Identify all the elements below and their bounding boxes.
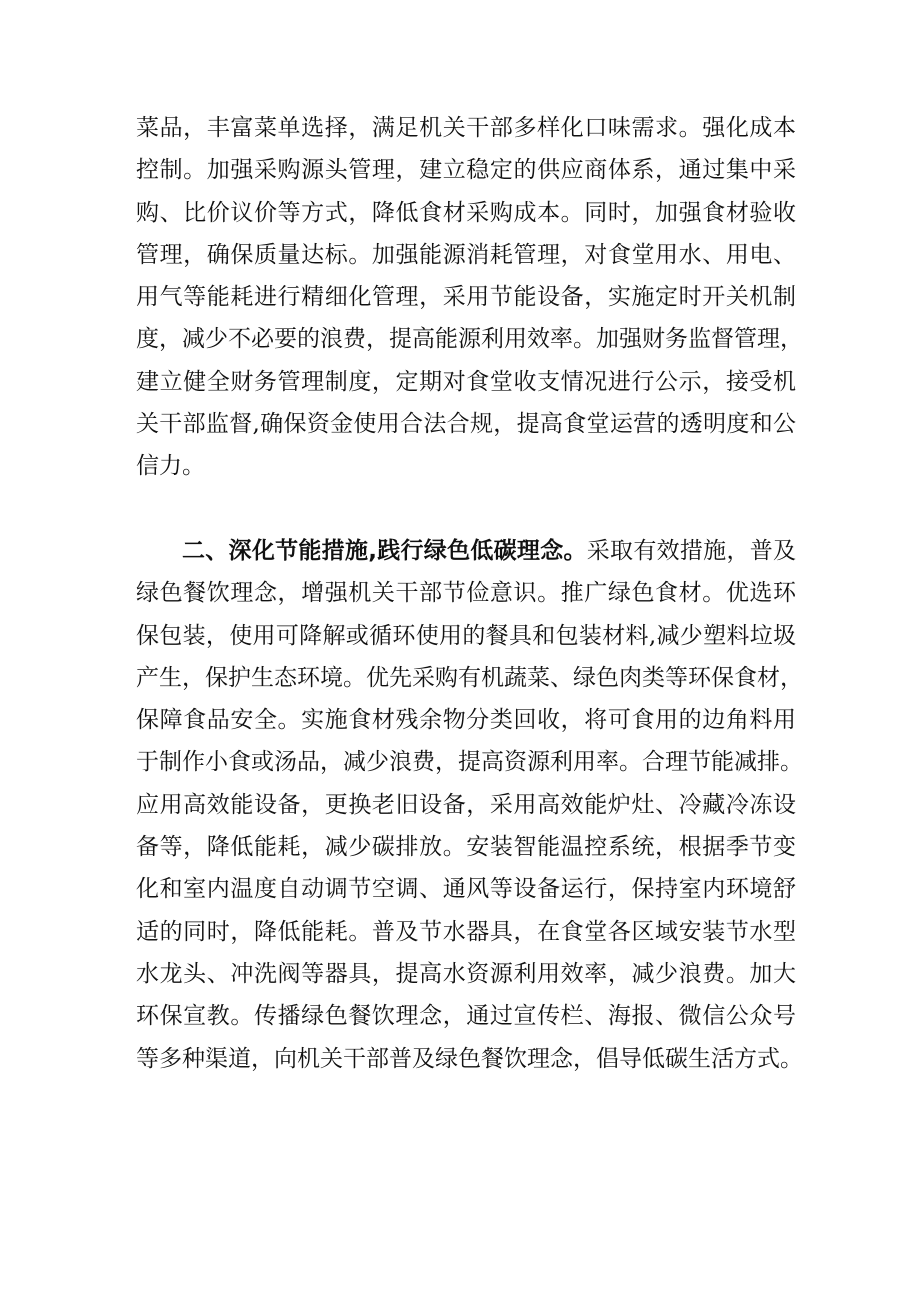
- text-line: 关干部监督,确保资金使用合法合规，提高食堂运营的透明度和公: [136, 411, 796, 438]
- text-line: 绿色餐饮理念，增强机关干部节俭意识。推广绿色食材。优选环: [136, 580, 796, 607]
- text-line: 等多种渠道，向机关干部普及绿色餐饮理念，倡导低碳生活方式。: [136, 1045, 803, 1072]
- text-line: 信力。: [136, 453, 205, 480]
- heading-line: [136, 530, 796, 572]
- text-line: 管理，确保质量达标。加强能源消耗管理，对食堂用水、用电、: [136, 241, 796, 268]
- text-line: 控制。加强采购源头管理，建立稳定的供应商体系，通过集中采: [136, 157, 796, 184]
- paragraph-energy-saving: [136, 530, 803, 1080]
- paragraph-canteen-management: [136, 107, 803, 488]
- text-line: 产生，保护生态环境。优先采购有机蔬菜、绿色肉类等环保食材，: [136, 664, 803, 691]
- heading-line-text: 采取有效措施，普及: [586, 538, 796, 564]
- text-line: 水龙头、冲洗阀等器具，提高水资源利用效率，减少浪费。加大: [136, 960, 796, 987]
- text-line: 保障食品安全。实施食材残余物分类回收，将可食用的边角料用: [136, 707, 796, 734]
- text-line: 度，减少不必要的浪费，提高能源利用效率。加强财务监督管理，: [136, 326, 803, 353]
- text-line: 建立健全财务管理制度，定期对食堂收支情况进行公示，接受机: [136, 368, 796, 395]
- text-line: 保包装，使用可降解或循环使用的餐具和包装材料,减少塑料垃圾: [136, 622, 796, 649]
- text-line: 环保宣教。传播绿色餐饮理念，通过宣传栏、海报、微信公众号: [136, 1003, 796, 1030]
- text-line: 化和室内温度自动调节空调、通风等设备运行，保持室内环境舒: [136, 876, 796, 903]
- text-line: 适的同时，降低能耗。普及节水器具，在食堂各区域安装节水型: [136, 918, 796, 945]
- text-line: 菜品，丰富菜单选择，满足机关干部多样化口味需求。强化成本: [136, 115, 796, 141]
- text-line: 应用高效能设备，更换老旧设备，采用高效能炉灶、冷藏冷冻设: [136, 791, 796, 818]
- text-line: 于制作小食或汤品，减少浪费，提高资源利用率。合理节能减排。: [136, 749, 803, 776]
- text-line: 备等，降低能耗，减少碳排放。安装智能温控系统，根据季节变: [136, 834, 796, 861]
- text-line: 购、比价议价等方式，降低食材采购成本。同时，加强食材验收: [136, 199, 796, 226]
- text-line: 用气等能耗进行精细化管理，采用节能设备，实施定时开关机制: [136, 284, 796, 311]
- section-heading: 二、深化节能措施,践行绿色低碳理念。: [182, 538, 587, 564]
